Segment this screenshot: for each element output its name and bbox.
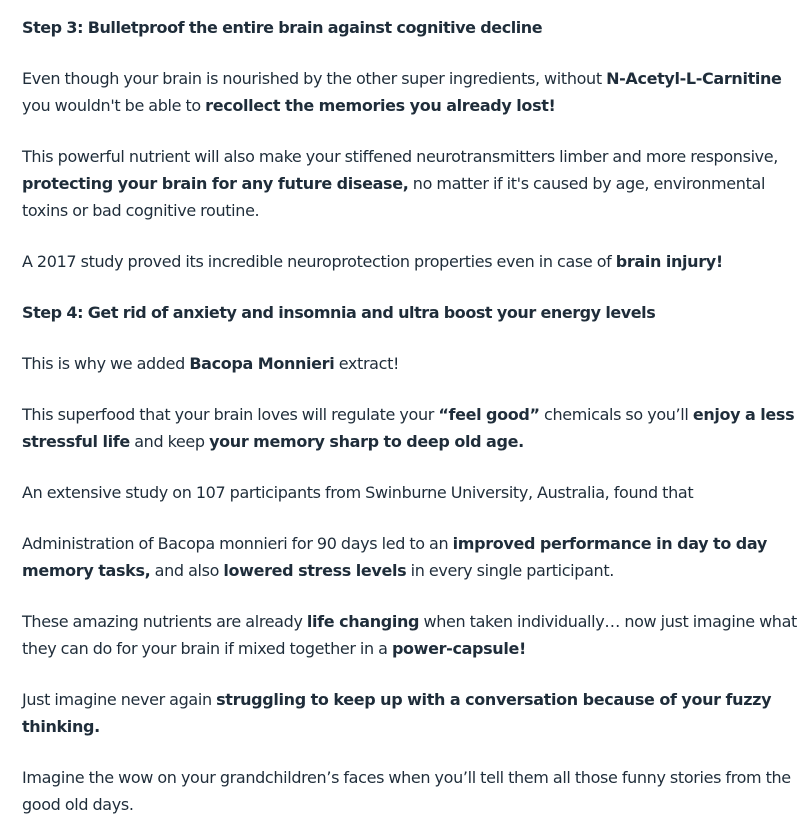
bold-text: improved performance in day to day memory tasks, (22, 534, 767, 580)
paragraph-text: An extensive study on 107 participants from Swinburne University, Australia, found that (22, 483, 694, 502)
bold-text: power-capsule! (391, 639, 526, 658)
paragraph-text: This powerful nutrient will also make your stiffened neurotransmitters limber and more responsive, (22, 147, 779, 166)
paragraph-carnitine (22, 65, 802, 119)
paragraph-grandchildren (22, 764, 802, 818)
paragraph-text: A 2017 study proved its incredible neuroprotection properties even in case of (22, 252, 616, 271)
paragraph-text: you wouldn't be able to (22, 96, 206, 115)
bold-text: brain injury! (615, 252, 723, 271)
bold-text: struggling to keep up with a conversation because of your fuzzy thinking. (22, 690, 772, 736)
bold-text: protecting your brain for any future disease, (22, 174, 409, 193)
paragraph-text: These amazing nutrients are already (22, 612, 307, 631)
paragraph-text: Imagine the wow on your grandchildren’s faces when you’ll tell them all those funny stories from the good old days. (22, 768, 791, 814)
paragraph-text: extract! (334, 354, 400, 373)
paragraph-text: Even though your brain is nourished by the other super ingredients, without (22, 69, 607, 88)
paragraph-text: no matter if it's caused by age, environmental toxins or bad cognitive routine. (22, 174, 766, 220)
bold-text: N-Acetyl-L-Carnitine (606, 69, 782, 88)
bold-text: “feel good” (438, 405, 540, 424)
paragraph-text: when taken individually… now just imagine what they can do for your brain if mixed together in a (22, 612, 797, 658)
paragraph-power-capsule (22, 608, 802, 662)
paragraph-administration (22, 530, 802, 584)
paragraph-text: in every single participant. (406, 561, 614, 580)
paragraph-bacopa (22, 350, 802, 377)
paragraph-2017-study (22, 248, 802, 275)
paragraph-superfood (22, 401, 802, 455)
paragraph-text: chemicals so you’ll (539, 405, 693, 424)
paragraph-text: and keep (129, 432, 210, 451)
bold-text: enjoy a less stressful life (22, 405, 795, 451)
bold-text: life changing (306, 612, 420, 631)
paragraph-text: Administration of Bacopa monnieri for 90 days led to an (22, 534, 453, 553)
paragraph-conversation (22, 686, 802, 740)
paragraph-neurotransmitters (22, 143, 802, 224)
step-3-heading: Step 3: Bulletproof the entire brain against cognitive decline (22, 18, 543, 37)
paragraph-text: This superfood that your brain loves will regulate your (22, 405, 439, 424)
paragraph-swinburne-study (22, 479, 802, 506)
bold-text: your memory sharp to deep old age. (209, 432, 524, 451)
paragraph-text: and also (150, 561, 224, 580)
paragraph-text: This is why we added (22, 354, 190, 373)
bold-text: lowered stress levels (223, 561, 407, 580)
bold-text: Bacopa Monnieri (189, 354, 335, 373)
step-4-heading: Step 4: Get rid of anxiety and insomnia and ultra boost your energy levels (22, 303, 656, 322)
paragraph-text: Just imagine never again (22, 690, 217, 709)
bold-text: recollect the memories you already lost! (205, 96, 556, 115)
